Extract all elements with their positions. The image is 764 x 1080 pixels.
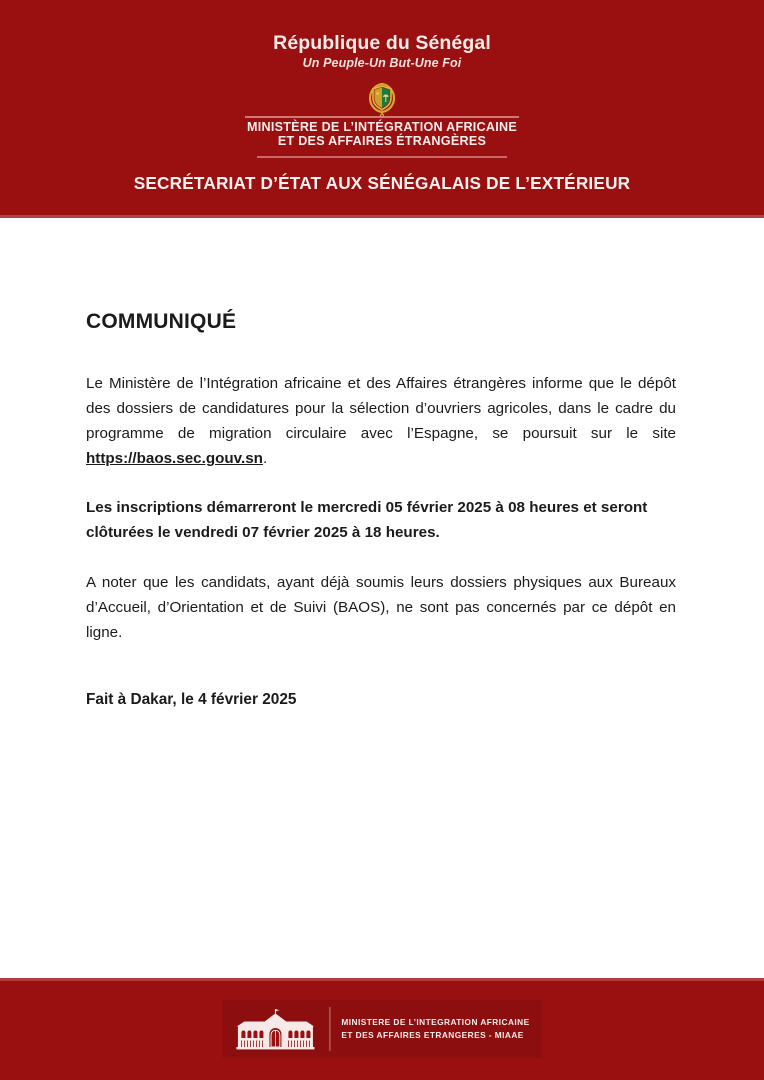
page-title: COMMUNIQUÉ — [86, 310, 237, 333]
republic-title: République du Sénégal — [273, 32, 491, 54]
header-divider-bottom — [257, 156, 507, 158]
secretariat-title: SECRÉTARIAT D’ÉTAT AUX SÉNÉGALAIS DE L’EXTÉRIEUR — [133, 173, 631, 193]
footer-band — [0, 978, 764, 1080]
ministry-name-line-2: ET DES AFFAIRES ÉTRANGÈRES — [277, 134, 487, 148]
ministry-building-icon — [232, 1007, 318, 1051]
footer-text-line-2: ET DES AFFAIRES ETRANGERES - MIAAE — [341, 1030, 524, 1040]
baos-site-link[interactable]: https://baos.sec.gouv.sn — [86, 450, 263, 467]
header-divider-top — [245, 116, 519, 118]
paragraph-note-baos: A noter que les candidats, ayant déjà soumis leurs dossiers physiques aux Bureaux d’Accueil, d’Orientation et de Suivi (BAOS), ne sont pas concernés par ce dépôt en ligne. — [86, 574, 676, 641]
footer-band-edge — [0, 978, 764, 981]
republic-motto: Un Peuple-Un But-Une Foi — [302, 56, 462, 70]
paragraph-registration-dates: Les inscriptions démarreront le mercredi 05 février 2025 à 08 heures et seront clôturées le vendredi 07 février 2025 à 18 heures. — [86, 499, 648, 541]
header-band — [0, 0, 764, 218]
paragraph-intro-period: . — [262, 450, 268, 467]
ministry-name-line-1: MINISTÈRE DE L’INTÉGRATION AFRICAINE — [247, 120, 517, 134]
footer-logo — [222, 1000, 541, 1058]
paragraph-intro-text: Le Ministère de l’Intégration africaine et des Affaires étrangères informe que le dépôt des dossiers de candidatures pour la sélection d’ouvriers agricoles, dans le cadre du programme de migration circulaire avec l’Espagne, se poursuit sur le site — [86, 375, 676, 442]
document-body — [0, 218, 764, 978]
footer-text-line-1: MINISTERE DE L’INTEGRATION AFRICAINE — [341, 1017, 530, 1027]
footer-divider — [329, 1007, 330, 1051]
footer-ministry-text — [341, 1016, 529, 1042]
paragraph-intro — [86, 371, 676, 471]
document-content — [86, 218, 676, 709]
senegal-coat-of-arms-icon — [365, 78, 399, 118]
signature-place-date: Fait à Dakar, le 4 février 2025 — [86, 691, 297, 708]
